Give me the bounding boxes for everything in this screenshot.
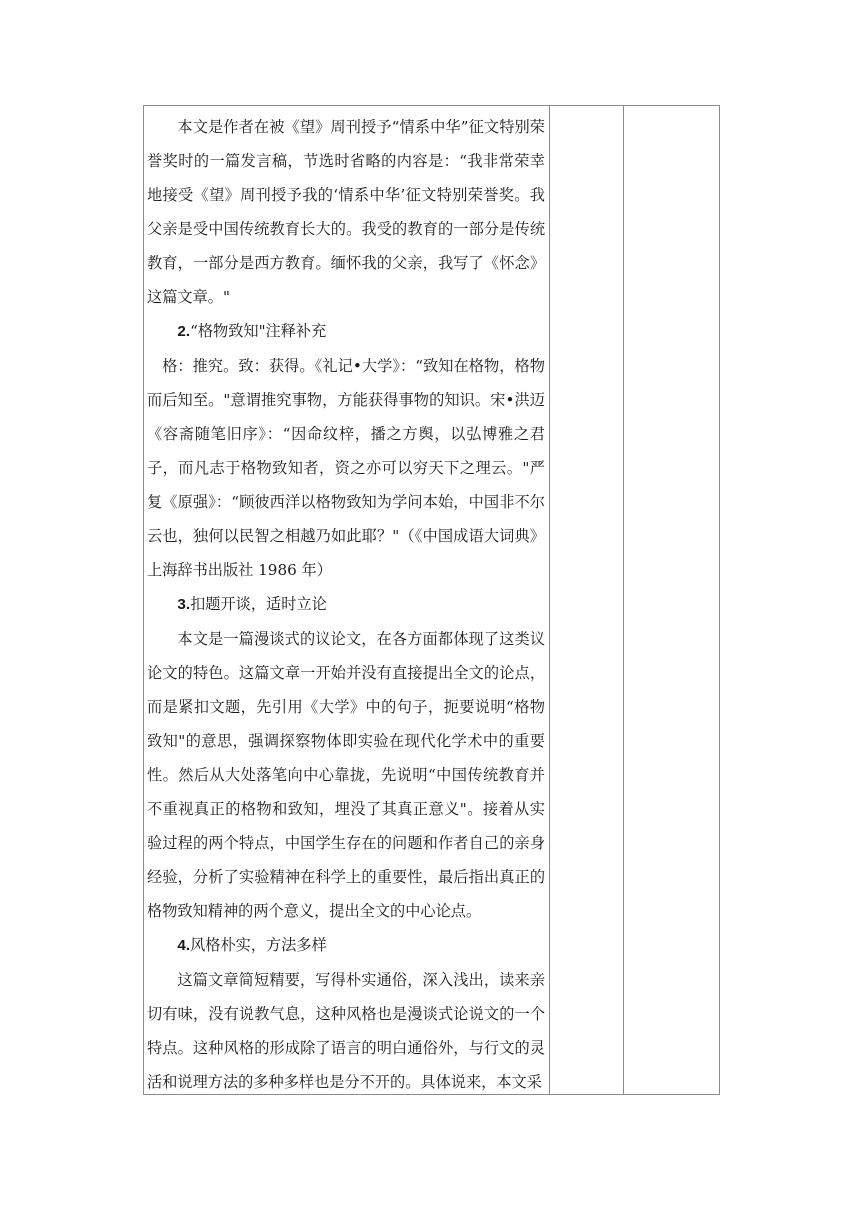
- section-number: 4.: [177, 937, 191, 954]
- empty-column-cell: [550, 106, 624, 1095]
- section-heading-4: [147, 928, 545, 963]
- document-table: [143, 105, 720, 1095]
- main-content-cell: [144, 106, 550, 1095]
- content-body: [144, 106, 549, 1094]
- section-heading-2: [147, 314, 545, 349]
- paragraph-analysis: 本文是一篇漫谈式的议论文，在各方面都体现了这类议论文的特色。这篇文章一开始并没有直接提出全文的论点，而是紧扣文题，先引用《大学》中的句子，扼要说明“格物致知"的意思，强调探察物体即实验在现代化学术中的重要性。然后从大处落笔向中心靠拢，先说明“中国传统教育并不重视真正的格物和致知，埋没了其真正意义"。接着从实验过程的两个特点，中国学生存在的问题和作者自己的亲身经验，分析了实验精神在科学上的重要性，最后指出真正的格物致知精神的两个意义，提出全文的中心论点。: [147, 630, 545, 920]
- section-number: 2.: [177, 323, 191, 340]
- empty-column-cell: [624, 106, 720, 1095]
- section-title: “格物致知"注释补充: [190, 322, 327, 340]
- section-title: 扣题开谈，适时立论: [190, 595, 327, 613]
- section-number: 3.: [177, 596, 191, 613]
- section-title: 风格朴实，方法多样: [190, 936, 327, 954]
- section-heading-3: [147, 587, 545, 622]
- paragraph-annotation: 格：推究。致：获得。《礼记•大学》：“致知在格物，格物而后知至。"意谓推究事物，方能获得事物的知识。宋•洪迈《容斋随笔旧序》：“因命纹梓，播之方舆，以弘博雅之君子，而凡志于格物致知者，资之亦可以穷天下之理云。"严复《原强》：“顾彼西洋以格物致知为学问本始，中国非不尔云也，独何以民智之相越乃如此耶？"（《中国成语大词典》上海辞书出版社 1986 年）: [147, 357, 545, 579]
- paragraph-style: 这篇文章简短精要，写得朴实通俗，深入浅出，读来亲切有味，没有说教气息，这种风格也是漫谈式论说文的一个特点。这种风格的形成除了语言的明白通俗外，与行文的灵活和说理方法的多种多样也是分不开的。具体说来，本文采: [147, 971, 545, 1091]
- paragraph-intro: 本文是作者在被《望》周刊授予“情系中华”征文特别荣誉奖时的一篇发言稿，节选时省略的内容是：“我非常荣幸地接受《望》周刊授予我的‘情系中华’征文特别荣誉奖。我父亲是受中国传统教育长大的。我受的教育的一部分是传统教育，一部分是西方教育。缅怀我的父亲，我写了《怀念》这篇文章。": [147, 118, 545, 306]
